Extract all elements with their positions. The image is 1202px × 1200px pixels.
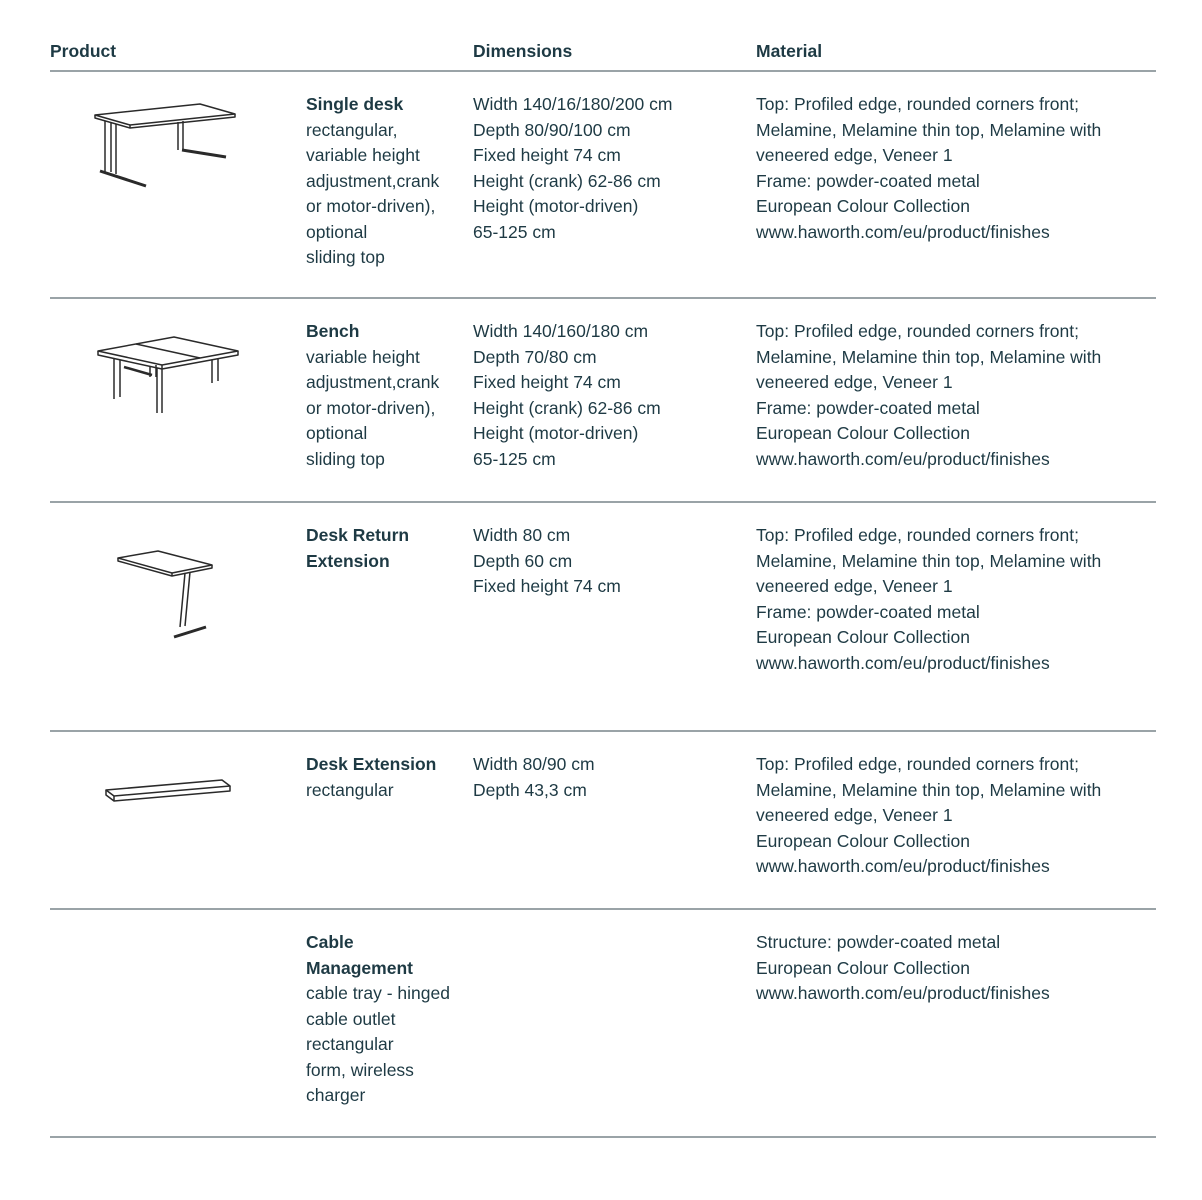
product-description: rectangular [306, 1034, 394, 1054]
dimension-line: Height (crank) 62-86 cm [473, 397, 661, 418]
product-description: rectangular [306, 779, 394, 800]
product-cell [306, 930, 471, 1109]
header-product: Product [50, 41, 117, 61]
product-description: adjustment,crank [306, 372, 440, 392]
dimension-line: 65-125 cm [473, 448, 556, 469]
product-name: Cable [306, 932, 354, 952]
material-link[interactable]: www.haworth.com/eu/product/finishes [756, 652, 1050, 673]
material-line: Structure: powder-coated metal [756, 932, 1001, 952]
product-name: Extension [306, 550, 390, 571]
product-description: variable height [306, 346, 420, 367]
product-cell [306, 523, 471, 574]
dimension-line: Width 80/90 cm [473, 754, 595, 774]
material-line: Top: Profiled edge, rounded corners front; [756, 525, 1079, 545]
product-description: sliding top [306, 448, 385, 469]
dimension-line: Depth 80/90/100 cm [473, 119, 631, 140]
dimension-line: Depth 60 cm [473, 550, 573, 571]
product-description: optional [306, 423, 368, 443]
bench-icon [90, 319, 250, 429]
header-dimensions: Dimensions [473, 41, 573, 61]
product-name: Management [306, 957, 413, 978]
material-link[interactable]: www.haworth.com/eu/product/finishes [756, 448, 1050, 469]
material-line: European Colour Collection [756, 957, 971, 978]
material-line: Melamine, Melamine thin top, Melamine with [756, 119, 1102, 140]
dimension-line: Width 140/160/180 cm [473, 321, 649, 341]
product-table [50, 38, 1156, 1138]
dimension-line: Fixed height 74 cm [473, 576, 621, 596]
material-link[interactable]: www.haworth.com/eu/product/finishes [756, 856, 1050, 876]
dimension-line: Height (motor-driven) [473, 423, 639, 443]
product-description: sliding top [306, 247, 385, 267]
material-cell [756, 319, 1156, 472]
dimension-line: Width 80 cm [473, 525, 571, 545]
product-description: or motor-driven), [306, 397, 436, 418]
product-description: rectangular, [306, 119, 398, 140]
product-cell [306, 752, 471, 803]
table-header [50, 38, 1156, 72]
table-row-desk-return-extension [50, 503, 1156, 732]
material-line: Frame: powder-coated metal [756, 397, 980, 418]
product-name: Bench [306, 321, 360, 341]
material-line: veneered edge, Veneer 1 [756, 145, 953, 165]
dimension-line: Fixed height 74 cm [473, 372, 621, 392]
dimensions-cell [473, 92, 743, 245]
dimension-line: Depth 43,3 cm [473, 779, 587, 800]
product-description: optional [306, 221, 368, 242]
product-name: Single desk [306, 94, 404, 114]
dimension-line: Fixed height 74 cm [473, 145, 621, 165]
product-description: or motor-driven), [306, 196, 436, 216]
material-line: Frame: powder-coated metal [756, 601, 980, 622]
desk-extension-icon [90, 752, 250, 862]
material-link[interactable]: www.haworth.com/eu/product/finishes [756, 983, 1050, 1003]
material-link[interactable]: www.haworth.com/eu/product/finishes [756, 221, 1050, 242]
header-material: Material [756, 41, 823, 61]
product-name: Desk Extension [306, 754, 437, 774]
product-description: variable height [306, 145, 420, 165]
material-cell [756, 752, 1156, 880]
dimension-line: Height (motor-driven) [473, 196, 639, 216]
material-cell [756, 930, 1156, 1007]
material-line: veneered edge, Veneer 1 [756, 576, 953, 596]
table-row-desk-extension [50, 732, 1156, 910]
table-row-bench [50, 299, 1156, 503]
product-description: cable tray - hinged [306, 983, 450, 1003]
dimensions-cell [473, 752, 743, 803]
material-line: European Colour Collection [756, 627, 971, 647]
product-description: form, wireless [306, 1059, 414, 1080]
dimensions-cell [473, 319, 743, 472]
desk-return-extension-icon [90, 523, 250, 633]
dimension-line: Height (crank) 62-86 cm [473, 170, 661, 191]
material-line: European Colour Collection [756, 830, 971, 851]
single-desk-icon [90, 92, 250, 202]
product-description: adjustment,crank [306, 170, 440, 191]
dimension-line: Width 140/16/180/200 cm [473, 94, 673, 114]
dimension-line: Depth 70/80 cm [473, 346, 597, 367]
material-cell [756, 92, 1156, 245]
product-description: cable outlet [306, 1008, 396, 1029]
product-cell [306, 92, 471, 271]
material-line: Top: Profiled edge, rounded corners front; [756, 94, 1079, 114]
material-line: Top: Profiled edge, rounded corners front; [756, 321, 1079, 341]
material-line: Melamine, Melamine thin top, Melamine with [756, 550, 1102, 571]
product-name: Desk Return [306, 525, 410, 545]
dimensions-cell [473, 523, 743, 600]
table-row-cable-management [50, 910, 1156, 1138]
material-line: Top: Profiled edge, rounded corners front; [756, 754, 1079, 774]
table-row-single-desk [50, 72, 1156, 299]
material-line: Frame: powder-coated metal [756, 170, 980, 191]
material-line: veneered edge, Veneer 1 [756, 805, 953, 825]
product-description: charger [306, 1085, 366, 1105]
material-line: European Colour Collection [756, 423, 971, 443]
product-cell [306, 319, 471, 472]
material-line: Melamine, Melamine thin top, Melamine with [756, 346, 1102, 367]
material-line: veneered edge, Veneer 1 [756, 372, 953, 392]
dimension-line: 65-125 cm [473, 221, 556, 242]
material-line: Melamine, Melamine thin top, Melamine with [756, 779, 1102, 800]
material-cell [756, 523, 1156, 676]
material-line: European Colour Collection [756, 196, 971, 216]
